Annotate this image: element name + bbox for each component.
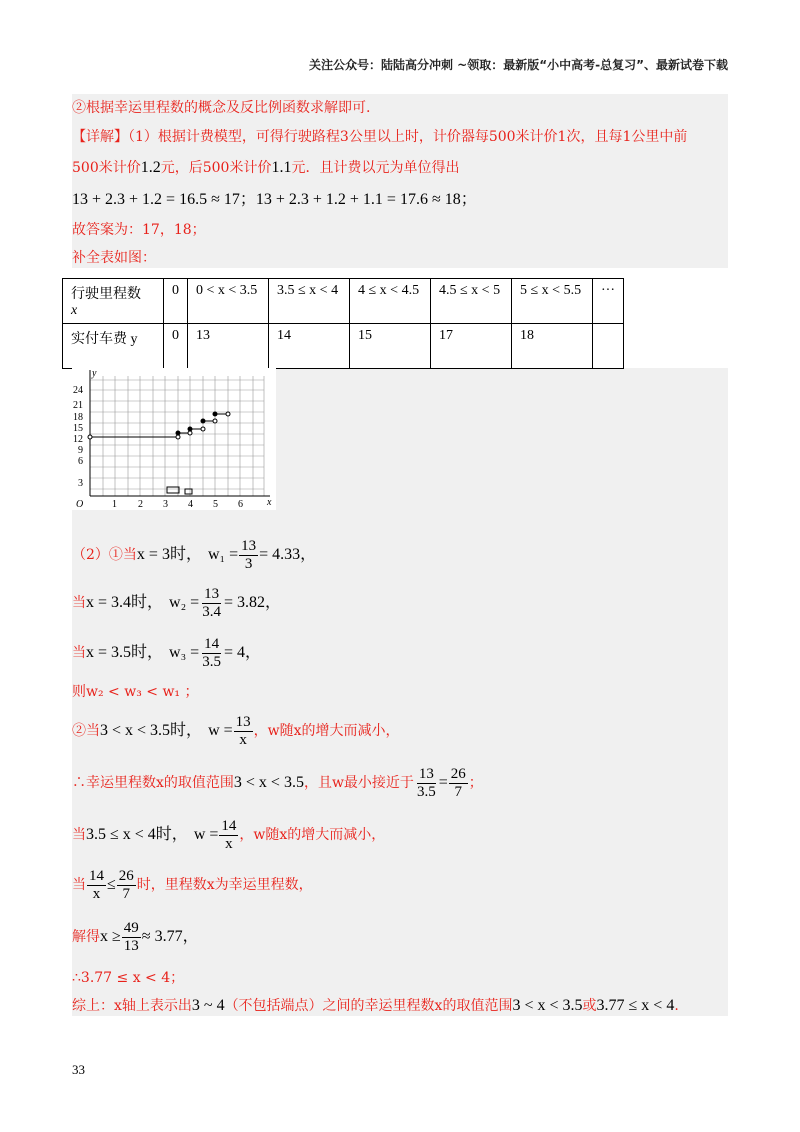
table-cell: 0 (164, 279, 188, 324)
table-cell: 0 (164, 324, 188, 369)
y-tick-label: 9 (78, 445, 83, 456)
fraction: $\frac{13}{x}$ (235, 713, 251, 748)
fraction: $\frac{14}{x}$ (89, 867, 104, 902)
calculation-line: 13 + 2.3 + 1.2 = 16.5 ≈ 17；13 + 2.3 + 1.2 + 1.1 = 17.6 ≈ 18； (72, 191, 477, 208)
fraction: $\frac{26}{7}$ (450, 765, 466, 800)
fare-step-graph (72, 368, 276, 510)
table-cell: 17 (431, 324, 512, 369)
x-tick-label: 3 (163, 499, 168, 510)
part2-line-4: 则w₂ < w₃ < w₁ ； (72, 684, 199, 700)
y-tick-label: 3 (78, 478, 83, 489)
fraction: $\frac{13}{3.4}$ (202, 585, 221, 620)
table-cell: 行驶里程数 x (63, 279, 164, 324)
analysis-line: ②根据幸运里程数的概念及反比例函数求解即可. (72, 100, 371, 116)
y-tick-label: 12 (73, 434, 83, 445)
y-axis-label: y (92, 368, 97, 379)
part2-conclusion: 综上：x轴上表示出3 ~ 4（不包括端点）之间的幸运里程数x的取值范围3 < x < 3.5或3.77 ≤ x < 4. (72, 997, 679, 1014)
y-tick-label: 21 (73, 400, 83, 411)
table-cell: 0 < x < 3.5 (188, 279, 269, 324)
part2-line-6: ∴幸运里程数x的取值范围3 < x < 3.5，且w最小接近于 $\frac{13}{3.5}$ = $\frac{26}{7}$ ； (72, 765, 483, 800)
table-row (63, 324, 624, 369)
table-cell: 15 (350, 324, 431, 369)
answer-line: 故答案为：17，18； (72, 222, 206, 238)
part2-line-8: 当 $\frac{14}{x}$ ≤ $\frac{26}{7}$ 时，里程数x为幸运里程数， (72, 867, 313, 902)
x-tick-label: 2 (138, 499, 143, 510)
fraction: $\frac{14}{x}$ (221, 817, 237, 852)
table-cell: 18 (512, 324, 593, 369)
x-tick-label: 6 (238, 499, 243, 510)
fee-table (62, 278, 624, 369)
table-row (63, 279, 624, 324)
part2-line-7: 当3.5 ≤ x < 4时， w = $\frac{14}{x}$ ，w随x的增大而减小， (72, 817, 386, 852)
fraction: $\frac{13}{3}$ (241, 537, 257, 572)
y-tick-label: 15 (73, 423, 83, 434)
page-number: 33 (72, 1062, 85, 1077)
table-cell: 13 (188, 324, 269, 369)
page-header: 关注公众号：陆陆高分冲刺 ~领取：最新版“小中高考-总复习”、最新试卷下载 (309, 58, 728, 72)
part2-line-10: ∴3.77 ≤ x < 4； (72, 970, 185, 986)
detail-line-1: 【详解】（1）根据计费模型，可得行驶路程3公里以上时，计价器每500米计价1次，且每1公里中前 (72, 129, 688, 145)
table-cell: 实付车费 y (63, 324, 164, 369)
table-cell: 3.5 ≤ x < 4 (269, 279, 350, 324)
detail-line-2: 500米计价1.2元，后500米计价1.1元．且计费以元为单位得出 (72, 159, 460, 176)
fraction: $\frac{14}{3.5}$ (202, 635, 221, 670)
part2-line-9: 解得x ≥ $\frac{49}{13}$ ≈ 3.77， (72, 919, 199, 954)
x-axis-label: x (267, 497, 272, 508)
part2-line-2: 当x = 3.4时， w₂ = $\frac{13}{3.4}$ = 3.82， (72, 585, 281, 620)
x-tick-label: 4 (188, 499, 193, 510)
table-cell: 14 (269, 324, 350, 369)
part2-line-3: 当x = 3.5时， w₃ = $\frac{14}{3.5}$ = 4， (72, 635, 261, 670)
fraction: $\frac{13}{3.5}$ (416, 765, 436, 800)
y-tick-label: 18 (73, 412, 83, 423)
x-tick-label: 1 (112, 499, 117, 510)
table-cell: 4.5 ≤ x < 5 (431, 279, 512, 324)
table-cell: 4 ≤ x < 4.5 (350, 279, 431, 324)
fraction: $\frac{49}{13}$ (123, 919, 139, 954)
fraction: $\frac{26}{7}$ (118, 867, 134, 902)
highlight-band-top (72, 94, 728, 268)
x-tick-label: 5 (213, 499, 218, 510)
table-cell: 5 ≤ x < 5.5 (512, 279, 593, 324)
table-cell: ··· (593, 279, 624, 324)
part2-line-5: ②当3 < x < 3.5时， w = $\frac{13}{x}$ ，w随x的增大而减小， (72, 713, 400, 748)
part2-line-1: （2）①当x = 3时， w₁ = $\frac{13}{3}$ = 4.33， (72, 537, 317, 572)
table-cell (593, 324, 624, 369)
origin-label: O (76, 499, 84, 510)
y-tick-label: 6 (78, 456, 83, 467)
y-tick-label: 24 (73, 385, 83, 396)
table-intro-line: 补全表如图： (72, 250, 156, 266)
